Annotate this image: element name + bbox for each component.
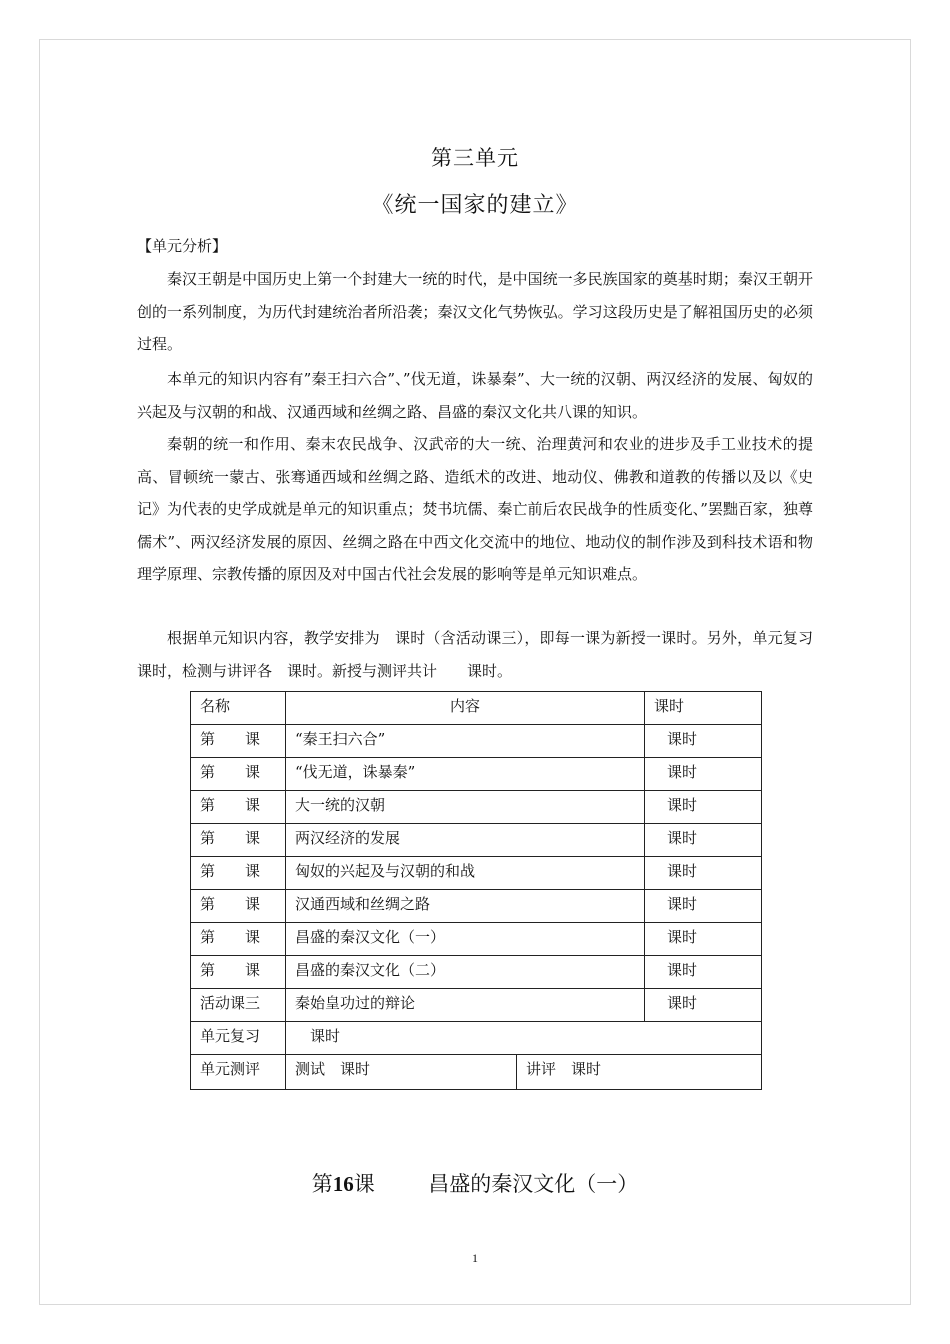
unit-subtitle: 《统一国家的建立》 — [371, 193, 579, 218]
row-hours: 课时 — [645, 923, 762, 956]
row-content: “伐无道，诛暴秦” — [286, 758, 645, 791]
row-name: 第 课 — [191, 725, 286, 758]
lesson-suffix: 课 — [353, 1172, 375, 1196]
test-value: 测试 课时 — [286, 1055, 517, 1090]
review-value: 课时 — [286, 1022, 762, 1055]
row-name: 第 课 — [191, 923, 286, 956]
table-row — [191, 956, 762, 989]
table-row — [191, 989, 762, 1022]
analysis-paragraph: 本单元的知识内容有”秦王扫六合”、”伐无道，诛暴秦”、大一统的汉朝、两汉经济的发展、匈奴的兴起及与汉朝的和战、汉通西域和丝绸之路、昌盛的秦汉文化共八课的知识。 — [137, 370, 813, 421]
row-name: 第 课 — [191, 758, 286, 791]
unit-title: 第三单元 — [431, 146, 519, 170]
table-row — [191, 791, 762, 824]
row-content: 昌盛的秦汉文化（一） — [286, 923, 645, 956]
test-name: 单元测评 — [191, 1055, 286, 1090]
row-content: 两汉经济的发展 — [286, 824, 645, 857]
review-row — [191, 1022, 762, 1055]
analysis-paragraph: 根据单元知识内容，教学安排为 课时（含活动课三），即每一课为新授一课时。另外，单元复习 课时，检测与讲评各 课时。新授与测评共计 课时。 — [137, 629, 829, 680]
table-row — [191, 725, 762, 758]
row-content: “秦王扫六合” — [286, 725, 645, 758]
analysis-heading: 【单元分析】 — [137, 237, 228, 255]
schedule-table — [190, 691, 762, 1090]
row-content: 汉通西域和丝绸之路 — [286, 890, 645, 923]
lesson-number: 16 — [332, 1172, 354, 1196]
table-row — [191, 857, 762, 890]
table-row — [191, 824, 762, 857]
table-row — [191, 758, 762, 791]
analysis-paragraph: 秦汉王朝是中国历史上第一个封建大一统的时代，是中国统一多民族国家的奠基时期；秦汉王朝开创的一系列制度，为历代封建统治者所沿袭；秦汉文化气势恢弘。学习这段历史是了解祖国历史的必须过程。 — [137, 270, 813, 353]
row-hours: 课时 — [645, 956, 762, 989]
comment-value: 讲评 课时 — [517, 1055, 762, 1090]
row-hours: 课时 — [645, 824, 762, 857]
row-name: 第 课 — [191, 956, 286, 989]
row-hours: 课时 — [645, 890, 762, 923]
test-row — [191, 1055, 762, 1090]
row-hours: 课时 — [645, 725, 762, 758]
row-name: 第 课 — [191, 791, 286, 824]
row-hours: 课时 — [645, 791, 762, 824]
lesson-name: 昌盛的秦汉文化（一） — [428, 1172, 639, 1196]
row-hours: 课时 — [645, 857, 762, 890]
page-number: 1 — [472, 1251, 478, 1265]
lesson-title — [0, 1168, 950, 1198]
row-hours: 课时 — [645, 758, 762, 791]
lesson-prefix: 第 — [311, 1172, 333, 1196]
analysis-paragraph: 秦朝的统一和作用、秦末农民战争、汉武帝的大一统、治理黄河和农业的进步及手工业技术的提高、冒顿统一蒙古、张骞通西域和丝绸之路、造纸术的改进、地动仪、佛教和道教的传播以及以《史记》为代表的史学成就是单元的知识重点；焚书坑儒、秦亡前后农民战争的性质变化、”罢黜百家，独尊儒术”、两汉经济发展的原因、丝绸之路在中西文化交流中的地位、地动仪的制作涉及到科技术语和物理学原理、宗教传播的原因及对中国古代社会发展的影响等是单元知识难点。 — [137, 435, 813, 583]
table-row — [191, 890, 762, 923]
review-name: 单元复习 — [191, 1022, 286, 1055]
row-name: 第 课 — [191, 890, 286, 923]
header-content: 内容 — [286, 692, 645, 725]
row-content: 匈奴的兴起及与汉朝的和战 — [286, 857, 645, 890]
table-row — [191, 923, 762, 956]
table-header-row — [191, 692, 762, 725]
row-name: 第 课 — [191, 824, 286, 857]
row-hours: 课时 — [645, 989, 762, 1022]
row-name: 第 课 — [191, 857, 286, 890]
header-name: 名称 — [191, 692, 286, 725]
row-content: 大一统的汉朝 — [286, 791, 645, 824]
header-hours: 课时 — [645, 692, 762, 725]
row-content: 秦始皇功过的辩论 — [286, 989, 645, 1022]
row-name: 活动课三 — [191, 989, 286, 1022]
row-content: 昌盛的秦汉文化（二） — [286, 956, 645, 989]
